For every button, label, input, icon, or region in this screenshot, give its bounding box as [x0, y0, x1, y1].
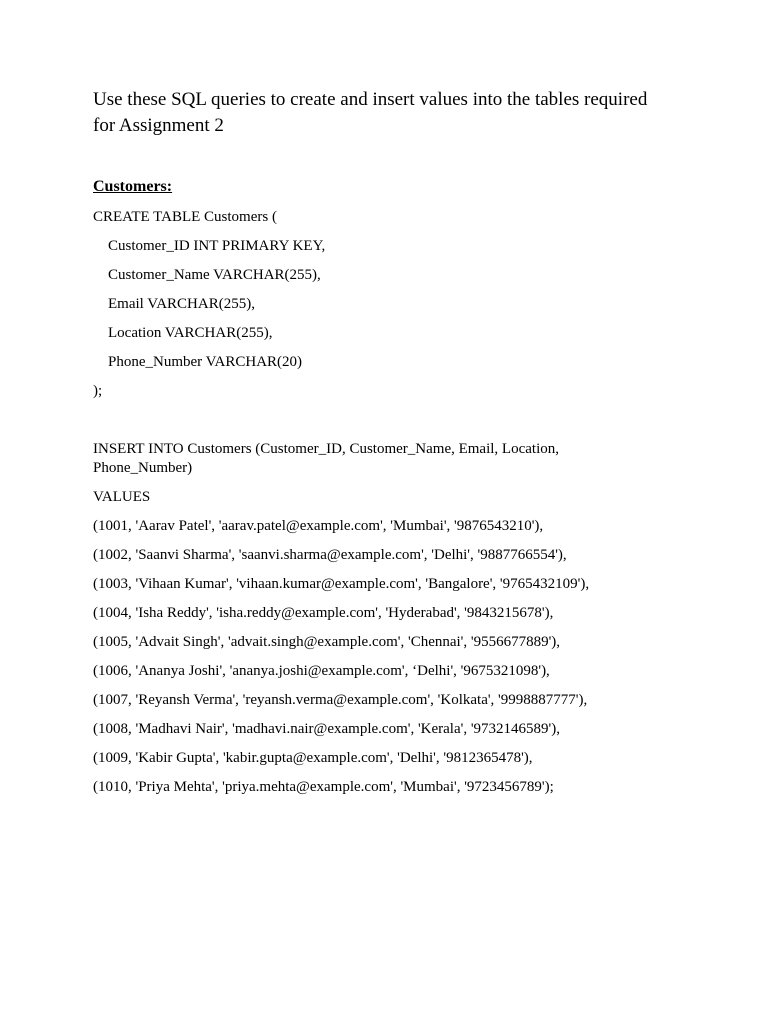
- insert-row: (1003, 'Vihaan Kumar', 'vihaan.kumar@example.com', 'Bangalore', '9765432109'),: [93, 576, 590, 592]
- column-definition: Customer_ID INT PRIMARY KEY,: [108, 238, 326, 254]
- insert-row: (1004, 'Isha Reddy', 'isha.reddy@example.com', 'Hyderabad', '9843215678'),: [93, 605, 554, 621]
- insert-statement-header: INSERT INTO Customers (Customer_ID, Customer_Name, Email, Location, Phone_Number): [93, 441, 559, 476]
- insert-row: (1001, 'Aarav Patel', 'aarav.patel@example.com', 'Mumbai', '9876543210'),: [93, 518, 544, 534]
- column-definition: Email VARCHAR(255),: [108, 296, 255, 312]
- section-heading-customers: Customers:: [93, 178, 173, 195]
- insert-row: (1008, 'Madhavi Nair', 'madhavi.nair@example.com', 'Kerala', '9732146589'),: [93, 721, 560, 737]
- column-definition: Phone_Number VARCHAR(20): [108, 354, 303, 370]
- insert-row: (1009, 'Kabir Gupta', 'kabir.gupta@example.com', 'Delhi', '9812365478'),: [93, 750, 533, 766]
- insert-row: (1002, 'Saanvi Sharma', 'saanvi.sharma@example.com', 'Delhi', '9887766554'),: [93, 547, 567, 563]
- values-keyword: VALUES: [93, 489, 151, 505]
- intro-paragraph: Use these SQL queries to create and insert values into the tables required for Assignment 2: [93, 89, 648, 136]
- insert-row: (1006, 'Ananya Joshi', 'ananya.joshi@example.com', ‘Delhi', '9675321098'),: [93, 663, 550, 679]
- insert-row: (1010, 'Priya Mehta', 'priya.mehta@example.com', 'Mumbai', '9723456789');: [93, 779, 554, 795]
- column-definition: Location VARCHAR(255),: [108, 325, 273, 341]
- column-definition: Customer_Name VARCHAR(255),: [108, 267, 321, 283]
- insert-row: (1007, 'Reyansh Verma', 'reyansh.verma@example.com', 'Kolkata', '9998887777'),: [93, 692, 588, 708]
- insert-row: (1005, 'Advait Singh', 'advait.singh@example.com', 'Chennai', '9556677889'),: [93, 634, 561, 650]
- create-table-open: CREATE TABLE Customers (: [93, 209, 277, 225]
- create-table-close: );: [93, 383, 103, 399]
